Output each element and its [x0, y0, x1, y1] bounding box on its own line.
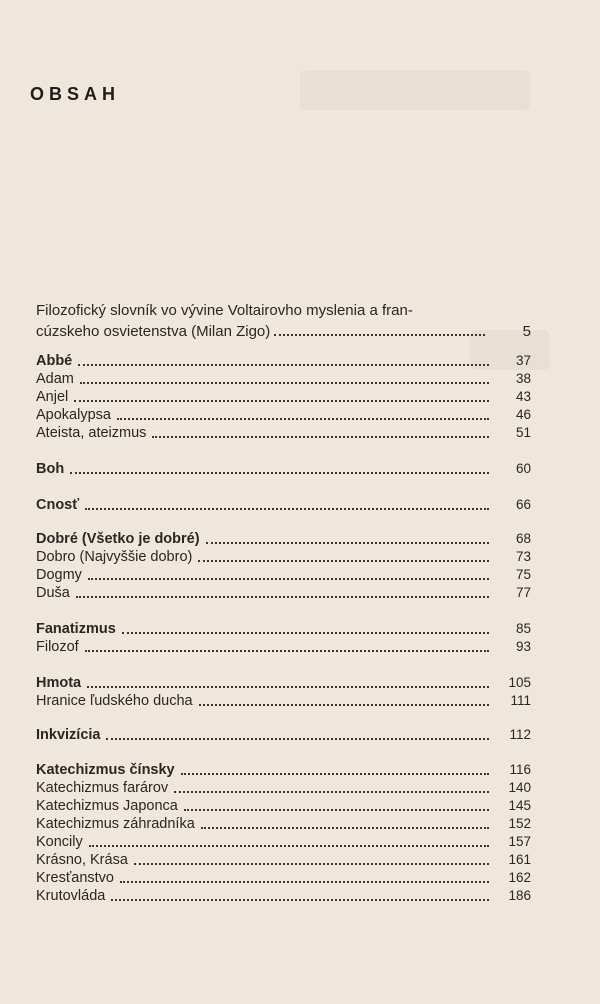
dot-leader: [76, 596, 489, 598]
entry-label: Duša: [36, 585, 70, 601]
toc-entry: [36, 530, 531, 548]
page-number: 60: [515, 461, 531, 476]
page-number: 140: [508, 780, 531, 795]
entry-label: Anjel: [36, 389, 69, 405]
page-number: 145: [508, 798, 531, 813]
intro-line-2-row: [36, 321, 531, 342]
page-number: 46: [515, 407, 531, 422]
entry-label: Apokalypsa: [36, 407, 111, 423]
toc-entry: [36, 352, 531, 370]
dot-leader: [89, 845, 489, 847]
page-number: 75: [515, 567, 531, 582]
dot-leader: [117, 418, 489, 420]
toc-entry: [36, 761, 531, 779]
dot-leader: [274, 334, 485, 336]
entry-label: Katechizmus záhradníka: [36, 816, 195, 832]
toc-entry: [36, 620, 531, 638]
page-number: 43: [515, 389, 531, 404]
page-number: 66: [515, 497, 531, 512]
toc-entry: [36, 779, 531, 797]
toc-entry: [36, 887, 531, 905]
dot-leader: [198, 560, 489, 562]
page-number: 152: [508, 816, 531, 831]
dot-leader: [80, 382, 489, 384]
toc-entry: [36, 815, 531, 833]
entry-label: Inkvizícia: [36, 727, 101, 743]
entry-label: Dobré (Všetko je dobré): [36, 531, 200, 547]
toc-entry: [36, 496, 531, 514]
toc-entry: [36, 566, 531, 584]
toc-entry: [36, 584, 531, 602]
toc-entry: [36, 797, 531, 815]
entry-label: Hmota: [36, 675, 82, 691]
dot-leader: [87, 686, 489, 688]
dot-leader: [85, 508, 489, 510]
entry-label: Dogmy: [36, 567, 82, 583]
toc-entry: [36, 638, 531, 656]
toc-entry: [36, 370, 531, 388]
toc-entry: [36, 388, 531, 406]
entry-label: Katechizmus Japonca: [36, 798, 178, 814]
entry-label: Kresťanstvo: [36, 870, 114, 886]
page-number: 157: [508, 834, 531, 849]
page-number: 85: [515, 621, 531, 636]
toc-entry: [36, 726, 531, 744]
toc-entry: [36, 674, 531, 692]
intro-line-1: Filozofický slovník vo vývine Voltairovho myslenia a fran-: [36, 302, 413, 319]
page-title: OBSAH: [30, 84, 121, 104]
dot-leader: [111, 899, 489, 901]
dot-leader: [88, 578, 489, 580]
page-number: 111: [510, 693, 531, 708]
toc-group-f: [36, 620, 531, 656]
page-number: 73: [515, 549, 531, 564]
entry-label: Katechizmus čínsky: [36, 762, 175, 778]
dot-leader: [134, 863, 489, 865]
page-number: 77: [515, 585, 531, 600]
intro-line-2: cúzskeho osvietenstva (Milan Zigo): [36, 323, 271, 340]
toc-group-k: [36, 761, 531, 905]
page-number: 105: [508, 675, 531, 690]
toc-entry: [36, 833, 531, 851]
page-number: 68: [515, 531, 531, 546]
intro-entry: [36, 300, 531, 342]
entry-label: Cnosť: [36, 497, 80, 513]
entry-label: Ateista, ateizmus: [36, 425, 147, 441]
entry-label: Fanatizmus: [36, 621, 116, 637]
page-number: 5: [522, 323, 531, 340]
dot-leader: [120, 881, 489, 883]
dot-leader: [122, 632, 489, 634]
dot-leader: [78, 364, 489, 366]
dot-leader: [85, 650, 489, 652]
toc-entry: [36, 692, 531, 710]
dot-leader: [206, 542, 489, 544]
toc-group-i: [36, 726, 531, 744]
page-number: 38: [515, 371, 531, 386]
toc-entry: [36, 406, 531, 424]
toc-entry: [36, 851, 531, 869]
page-number: 116: [509, 762, 531, 777]
toc-group-c: [36, 496, 531, 514]
page-number: 37: [515, 353, 531, 368]
dot-leader: [201, 827, 489, 829]
page-number: 51: [515, 425, 531, 440]
entry-label: Boh: [36, 461, 65, 477]
entry-label: Dobro (Najvyššie dobro): [36, 549, 193, 565]
toc-entry: [36, 548, 531, 566]
show-through-shadow: [300, 70, 530, 110]
toc-group-b: [36, 460, 531, 478]
dot-leader: [181, 773, 489, 775]
entry-label: Hranice ľudského ducha: [36, 693, 193, 709]
page-number: 161: [508, 852, 531, 867]
dot-leader: [199, 704, 489, 706]
dot-leader: [174, 791, 489, 793]
entry-label: Abbé: [36, 353, 73, 369]
page-number: 186: [508, 888, 531, 903]
page-number: 162: [508, 870, 531, 885]
entry-label: Koncily: [36, 834, 83, 850]
entry-label: Krásno, Krása: [36, 852, 128, 868]
entry-label: Katechizmus farárov: [36, 780, 169, 796]
toc-entry: [36, 424, 531, 442]
toc-entry: [36, 460, 531, 478]
dot-leader: [152, 436, 489, 438]
dot-leader: [184, 809, 489, 811]
entry-label: Filozof: [36, 639, 79, 655]
toc-group-a: [36, 352, 531, 442]
entry-label: Krutovláda: [36, 888, 106, 904]
dot-leader: [106, 738, 489, 740]
page-number: 93: [515, 639, 531, 654]
dot-leader: [74, 400, 489, 402]
dot-leader: [70, 472, 489, 474]
page-number: 112: [509, 727, 531, 742]
toc-entry: [36, 869, 531, 887]
entry-label: Adam: [36, 371, 74, 387]
toc-group-d: [36, 530, 531, 602]
toc-group-h: [36, 674, 531, 710]
